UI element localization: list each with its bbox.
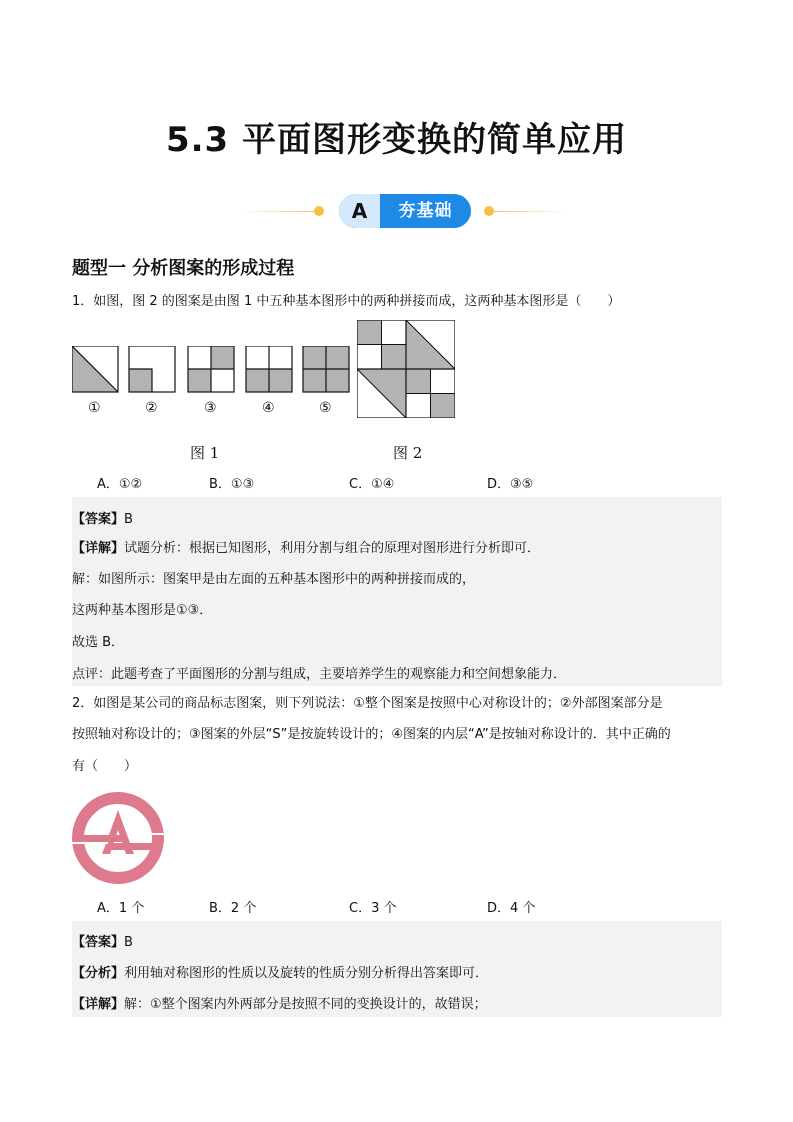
shape-1 (72, 346, 118, 392)
shape-label-2: ② (145, 400, 158, 416)
q2-solution-box (72, 921, 722, 1017)
q2-option-c[interactable]: C．3 个 (349, 901, 397, 916)
q2-detail-row (72, 993, 487, 1012)
detail-label: 【详解】 (72, 997, 125, 1012)
analysis-text: 利用轴对称图形的性质以及旋转的性质分别分析得出答案即可． (124, 966, 489, 981)
section-banner (0, 192, 793, 232)
detail-text: 解：①整个图案内外两部分是按照不同的变换设计的，故错误； (124, 997, 487, 1012)
figure-2-pattern (357, 320, 455, 418)
banner-label: 夯基础 (398, 201, 453, 221)
q1-option-d[interactable]: D．③⑤ (487, 477, 534, 492)
q2-stem-line-3: 有（ ） (72, 759, 138, 774)
q1-solution-line: 这两种基本图形是①③． (72, 603, 213, 618)
answer-label: 【答案】 (72, 512, 125, 527)
page-title: 5.3 平面图形变换的简单应用 (165, 120, 628, 160)
q2-answer-row (72, 931, 133, 950)
banner-letter: A (339, 194, 380, 228)
shape-4 (246, 346, 292, 392)
q1-option-a[interactable]: A．①② (97, 477, 143, 492)
shape-label-5: ⑤ (319, 400, 332, 416)
q1-solution-line: 解：如图所示：图案甲是由左面的五种基本图形中的两种拼接而成的， (72, 572, 476, 587)
q1-option-b[interactable]: B．①③ (209, 477, 255, 492)
figure-1-shapes (72, 346, 352, 394)
answer-label: 【答案】 (72, 935, 125, 950)
q2-stem-line-2: 按照轴对称设计的；③图案的外层“S”是按旋转设计的；④图案的内层“A”是按轴对称设计的．其中正确的 (72, 727, 671, 742)
q1-stem: 1．如图，图 2 的图案是由图 1 中五种基本图形中的两种拼接而成，这两种基本图形是（ ） (72, 294, 621, 309)
q1-comment-line: 点评：此题考查了平面图形的分割与组成，主要培养学生的观察能力和空间想象能力． (72, 667, 567, 682)
figure-2-caption: 图 2 (393, 444, 423, 462)
shape-label-1: ① (88, 400, 101, 416)
q2-option-b[interactable]: B．2 个 (209, 901, 257, 916)
section-title: 题型一 分析图案的形成过程 (72, 258, 295, 279)
q2-analysis-row (72, 962, 488, 981)
q2-option-d[interactable]: D．4 个 (487, 901, 536, 916)
q1-solution-line: 故选 B． (72, 635, 125, 650)
detail-text: 试题分析：根据已知图形，利用分割与组合的原理对图形进行分析即可． (124, 541, 541, 556)
banner-pill (339, 194, 471, 228)
q2-option-a[interactable]: A．1 个 (97, 901, 145, 916)
shape-2 (129, 346, 175, 392)
q1-answer-row (72, 508, 133, 527)
answer-value: B (124, 935, 133, 950)
company-logo (72, 792, 164, 884)
q1-option-c[interactable]: C．①④ (349, 477, 395, 492)
banner-line-right (494, 211, 566, 212)
banner-line-left (242, 211, 314, 212)
analysis-label: 【分析】 (72, 966, 125, 981)
figure-1-caption: 图 1 (190, 444, 220, 462)
q1-solution-box (72, 497, 722, 686)
answer-value: B (124, 512, 133, 527)
q1-detail-row (72, 537, 540, 556)
shape-label-3: ③ (204, 400, 217, 416)
shape-3 (188, 346, 234, 392)
shape-label-4: ④ (262, 400, 275, 416)
banner-dot-left (314, 206, 324, 216)
shape-5 (303, 346, 349, 392)
q2-stem-line-1: 2．如图是某公司的商品标志图案，则下列说法：①整个图案是按照中心对称设计的；②外部图案部分是 (72, 696, 663, 711)
banner-dot-right (484, 206, 494, 216)
detail-label: 【详解】 (72, 541, 125, 556)
